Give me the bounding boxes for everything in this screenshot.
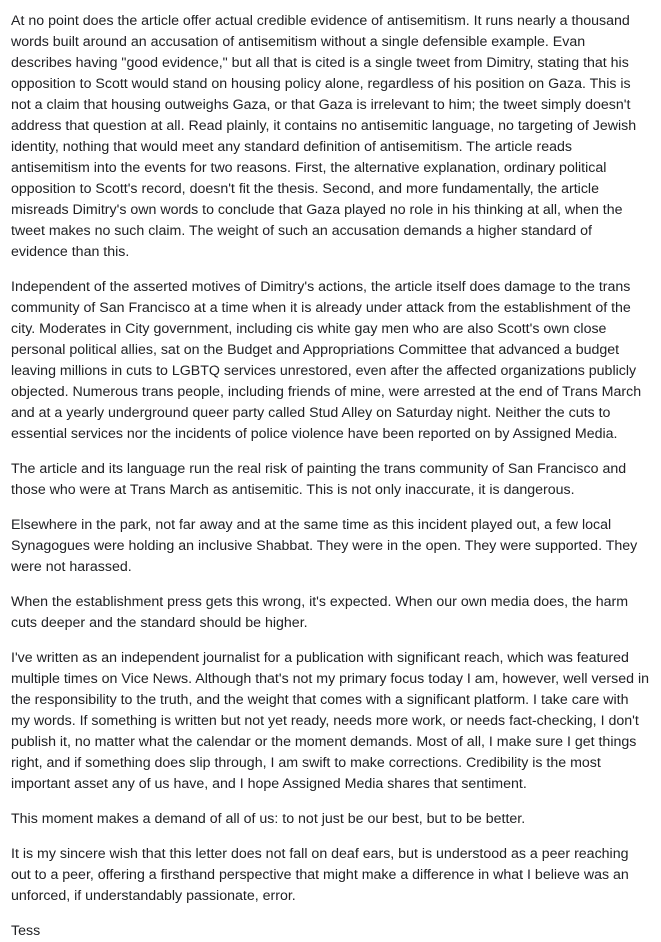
signature: Tess (11, 923, 41, 939)
paragraph-trans-community-damage: Independent of the asserted motives of Dimitry's actions, the article itself does damage to the trans community of San Francisco at a time when it is already under attack from the establishment of the city. Moderates in City government, including cis white gay men who are also Scott's own close personal political allies, sat on the Budget and Appropriations Committee that advanced a budget leaving millions in cuts to LGBTQ services unrestored, even after the affected organizations publicly objected. Numerous trans people, including friends of mine, were arrested at the end of Trans March and at a yearly underground queer party called Stud Alley on Saturday night. Neither the cuts to essential services nor the incidents of police violence have been reported on by Assigned Media. (11, 279, 642, 442)
paragraph-establishment-press: When the establishment press gets this wrong, it's expected. When our own media does, the harm cuts deeper and the standard should be higher. (11, 594, 629, 631)
paragraph-synagogues: Elsewhere in the park, not far away and at the same time as this incident played out, a few local Synagogues were holding an inclusive Shabbat. They were in the open. They were supported. They were not harassed. (11, 517, 638, 575)
paragraph-risk: The article and its language run the real risk of painting the trans community of San Francisco and those who were at Trans March as antisemitic. This is not only inaccurate, it is dangerous. (11, 461, 627, 498)
paragraph-sincere-wish: It is my sincere wish that this letter does not fall on deaf ears, but is understood as a peer reaching out to a peer, offering a firsthand perspective that might make a difference in what I believe was an unforced, if understandably passionate, error. (11, 846, 629, 904)
paragraph-journalist-experience: I've written as an independent journalist for a publication with significant reach, which was featured multiple times on Vice News. Although that's not my primary focus today I am, however, well versed in the responsibility to the truth, and the weight that comes with a significant platform. I take care with my words. If something is written but not yet ready, needs more work, or needs fact-checking, I don't publish it, no matter what the calendar or the moment demands. Most of all, I make sure I get things right, and if something does slip through, I am swift to make corrections. Credibility is the most important asset any of us have, and I hope Assigned Media shares that sentiment. (11, 650, 650, 792)
paragraph-moment-demand: This moment makes a demand of all of us: to not just be our best, but to be better. (11, 811, 526, 827)
paragraph-evidence: At no point does the article offer actual credible evidence of antisemitism. It runs nearly a thousand words built around an accusation of antisemitism without a single defensible example. Evan describes having "good evidence," but all that is cited is a single tweet from Dimitry, stating that his opposition to Scott would stand on housing policy alone, regardless of his position on Gaza. This is not a claim that housing outweighs Gaza, or that Gaza is irrelevant to him; the tweet simply doesn't address that question at all. Read plainly, it contains no antisemitic language, no targeting of Jewish identity, nothing that would meet any standard definition of antisemitism. The article reads antisemitism into the events for two reasons. First, the alternative explanation, ordinary political opposition to Scott's record, doesn't fit the thesis. Second, and more fundamentally, the article misreads Dimitry's own words to conclude that Gaza played no role in his thinking at all, when the tweet makes no such claim. The weight of such an accusation demands a higher standard of evidence than this. (11, 13, 637, 260)
